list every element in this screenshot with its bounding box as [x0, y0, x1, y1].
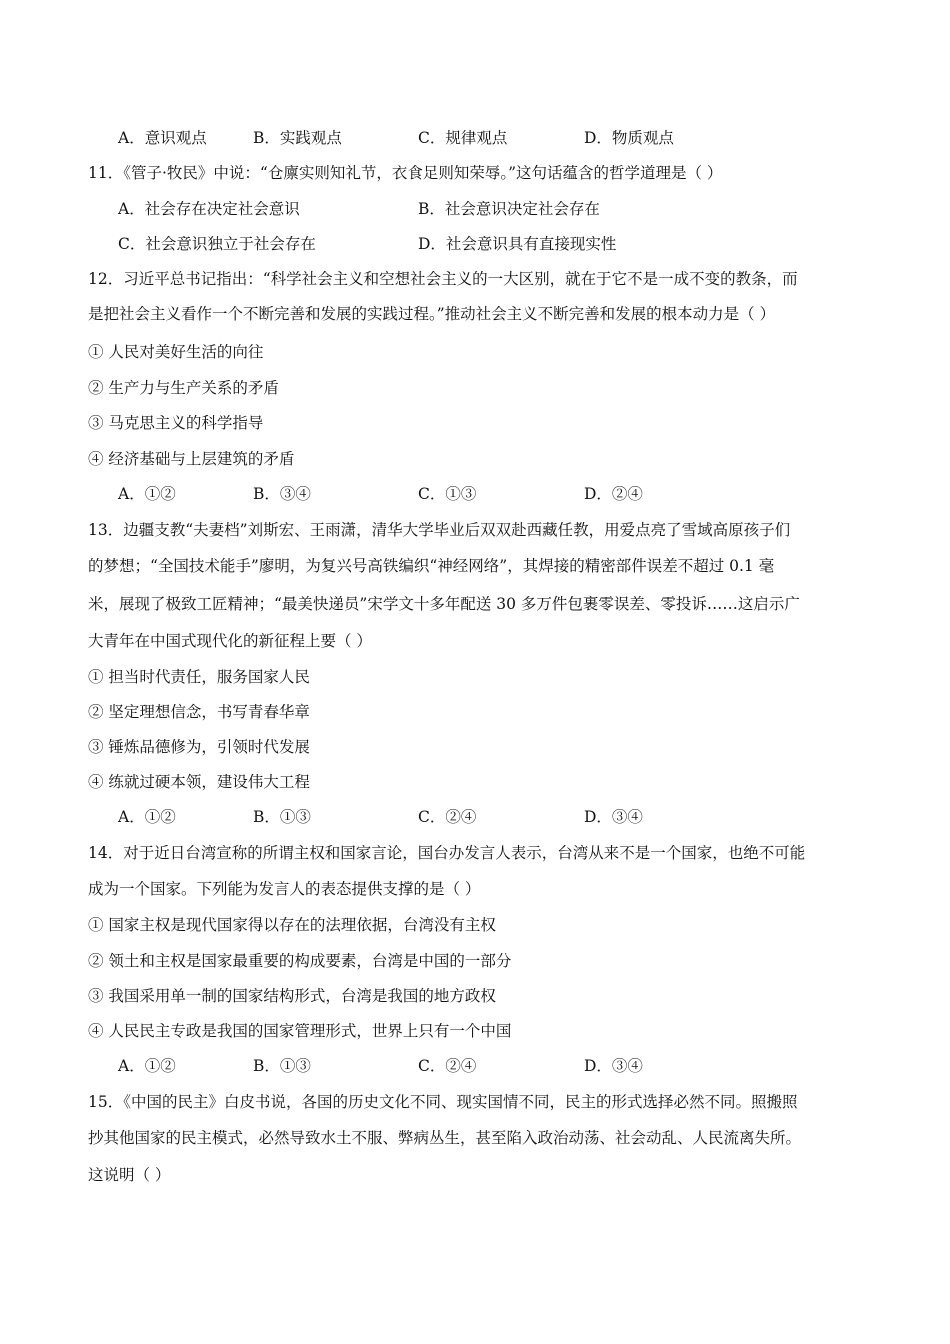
q10-option-a[interactable]: A．意识观点 [118, 129, 207, 147]
q11-option-b[interactable]: B．社会意识决定社会存在 [418, 200, 600, 218]
q14-option-d[interactable]: D．③④ [584, 1057, 643, 1075]
q13-statement-2: ② 坚定理想信念，书写青春华章 [88, 703, 310, 721]
q12-statement-1: ① 人民对美好生活的向往 [88, 343, 264, 361]
q13-stem-line-2: 的梦想；“全国技术能手”廖明，为复兴号高铁编织“神经网络”，其焊接的精密部件误差不超过 0.1 毫 [88, 557, 775, 575]
q10-option-c[interactable]: C．规律观点 [418, 129, 508, 147]
q14-stem-line-2: 成为一个国家。下列能为发言人的表态提供支撑的是（ ） [88, 880, 481, 898]
q13-option-a[interactable]: A．①② [118, 808, 176, 826]
q14-statement-1: ① 国家主权是现代国家得以存在的法理依据，台湾没有主权 [88, 916, 496, 934]
q12-option-b[interactable]: B．③④ [253, 485, 311, 503]
q12-options [118, 483, 858, 505]
q13-statement-1: ① 担当时代责任，服务国家人民 [88, 668, 310, 686]
q12-option-c[interactable]: C．①③ [418, 485, 477, 503]
q14-stem-line-1: 14．对于近日台湾宣称的所谓主权和国家言论，国台办发言人表示，台湾从来不是一个国家，也绝不可能 [88, 844, 806, 862]
q13-stem-line-1: 13．边疆支教“夫妻档”刘斯宏、王雨潇，清华大学毕业后双双赴西藏任教，用爱点亮了雪域高原孩子们 [88, 521, 791, 539]
q13-stem-line-4: 大青年在中国式现代化的新征程上要（ ） [88, 632, 372, 650]
q14-statement-3: ③ 我国采用单一制的国家结构形式，台湾是我国的地方政权 [88, 987, 496, 1005]
q14-options [118, 1055, 858, 1077]
q15-stem-line-2: 抄其他国家的民主模式，必然导致水土不服、弊病丛生，甚至陷入政治动荡、社会动乱、人民流离失所。 [88, 1129, 802, 1147]
q13-option-d[interactable]: D．③④ [584, 808, 643, 826]
q12-stem-line-1: 12．习近平总书记指出：“科学社会主义和空想社会主义的一大区别，就在于它不是一成不变的教条，而 [88, 270, 798, 288]
q11-option-c[interactable]: C．社会意识独立于社会存在 [118, 235, 316, 253]
q13-option-b[interactable]: B．①③ [253, 808, 311, 826]
q14-statement-4: ④ 人民民主专政是我国的国家管理形式，世界上只有一个中国 [88, 1022, 512, 1040]
q13-option-c[interactable]: C．②④ [418, 808, 477, 826]
q11-option-a[interactable]: A．社会存在决定社会意识 [118, 200, 300, 218]
q15-stem-line-1: 15．《中国的民主》白皮书说，各国的历史文化不同、现实国情不同，民主的形式选择必然不同。照搬照 [88, 1093, 798, 1111]
q13-options [118, 806, 858, 828]
q12-option-d[interactable]: D．②④ [584, 485, 643, 503]
q10-option-d[interactable]: D．物质观点 [584, 129, 674, 147]
q11-option-d[interactable]: D．社会意识具有直接现实性 [418, 235, 617, 253]
q11-options-row1 [118, 198, 858, 220]
q14-option-b[interactable]: B．①③ [253, 1057, 311, 1075]
q11-stem: 11．《管子·牧民》中说：“仓廪实则知礼节，衣食足则知荣辱。”这句话蕴含的哲学道理是（ ） [88, 164, 723, 182]
q10-option-b[interactable]: B．实践观点 [253, 129, 342, 147]
q15-stem-line-3: 这说明（ ） [88, 1166, 171, 1184]
q12-stem-line-2: 是把社会主义看作一个不断完善和发展的实践过程。”推动社会主义不断完善和发展的根本动力是（ ） [88, 305, 776, 323]
q12-statement-3: ③ 马克思主义的科学指导 [88, 414, 264, 432]
q12-option-a[interactable]: A．①② [118, 485, 176, 503]
q14-option-c[interactable]: C．②④ [418, 1057, 477, 1075]
q12-statement-2: ② 生产力与生产关系的矛盾 [88, 379, 279, 397]
q13-statement-4: ④ 练就过硬本领，建设伟大工程 [88, 773, 310, 791]
q14-option-a[interactable]: A．①② [118, 1057, 176, 1075]
q13-statement-3: ③ 锤炼品德修为，引领时代发展 [88, 738, 310, 756]
q10-options [118, 127, 858, 149]
q12-statement-4: ④ 经济基础与上层建筑的矛盾 [88, 450, 295, 468]
q11-options-row2 [118, 233, 858, 255]
q14-statement-2: ② 领土和主权是国家最重要的构成要素，台湾是中国的一部分 [88, 952, 512, 970]
q13-stem-line-3: 米，展现了极致工匠精神；“最美快递员”宋学文十多年配送 30 多万件包裹零误差、零投诉……这启示广 [88, 595, 800, 613]
